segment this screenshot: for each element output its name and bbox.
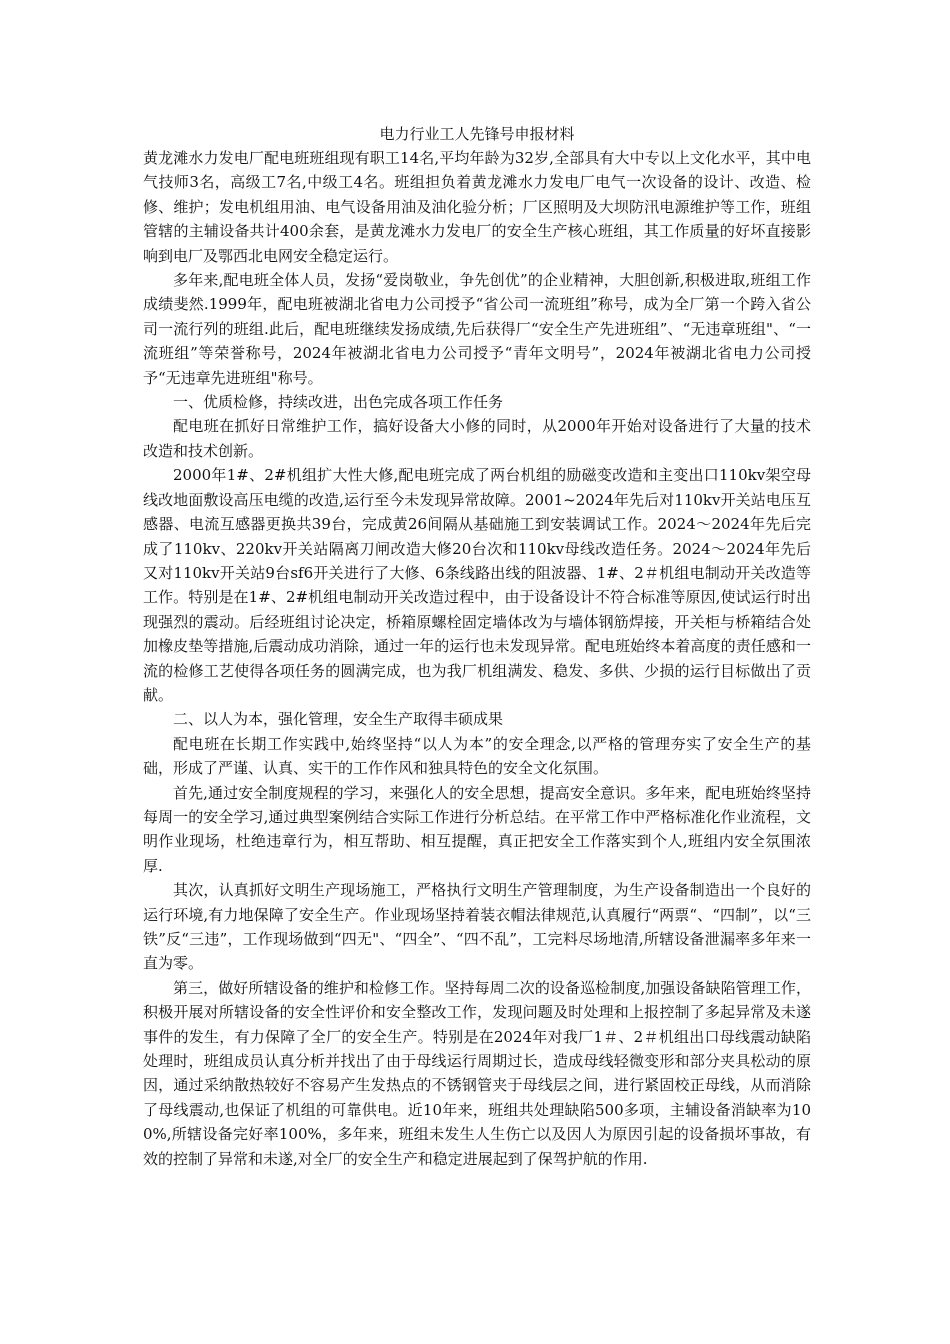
section-heading-1: 一、优质检修，持续改进，出色完成各项工作任务 (173, 393, 504, 412)
document-title: 电力行业工人先锋号申报材料 (379, 125, 575, 143)
document-page (143, 122, 811, 1171)
paragraph-tech-innovation: 配电班在抓好日常维护工作，搞好设备大小修的同时，从2000年开始对设备进行了大量的技术改造和技术创新。 (143, 417, 811, 460)
paragraph-safety-second: 其次，认真抓好文明生产现场施工，严格执行文明生产管理制度，为生产设备制造出一个良好的运行环境,有力地保障了安全生产。作业现场坚持着装衣帽法律规范,认真履行“两票“、“四制”，以“三铁”反“三违”，工作现场做到“四无"、“四全”、“四不乱”，工完料尽场地清,所辖设备泄漏率多年来一直为零。 (143, 881, 811, 973)
paragraph-safety-third: 第三，做好所辖设备的维护和检修工作。坚持每周二次的设备巡检制度,加强设备缺陷管理工作，积极开展对所辖设备的安全性评价和安全整改工作，发现问题及时处理和上报控制了多起异常及未遂事件的发生，有力保障了全厂的安全生产。特别是在2024年对我厂1＃、2＃机组出口母线震动缺陷处理时，班组成员认真分析并找出了由于母线运行周期过长，造成母线轻微变形和部分夹具松动的原因，通过采纳散热较好不容易产生发热点的不锈钢管夹于母线层之间，进行紧固校正母线，从而消除了母线震动,也保证了机组的可靠供电。近10年来，班组共处理缺陷500多项，主辅设备消缺率为100%,所辖设备完好率100%，多年来，班组未发生人生伤亡以及因人为原因引起的设备损坏事故，有效的控制了异常和未遂,对全厂的安全生产和稳定进展起到了保驾护航的作用. (143, 978, 811, 1168)
paragraph-safety-first: 首先,通过安全制度规程的学习，来强化人的安全思想，提高安全意识。多年来，配电班始终坚持每周一的安全学习,通过典型案例结合实际工作进行分析总结。在平常工作中严格标准化作业流程，文明作业现场，杜绝违章行为，相互帮助、相互提醒，真正把安全工作落实到个人,班组内安全氛围浓厚. (143, 783, 811, 875)
paragraph-intro: 黄龙滩水力发电厂配电班班组现有职工14名,平均年龄为32岁,全部具有大中专以上文化水平，其中电气技师3名，高级工7名,中级工4名。班组担负着黄龙滩水力发电厂电气一次设备的设计、改造、检修、维护；发电机组用油、电气设备用油及油化验分析；厂区照明及大坝防汛电源维护等工作，班组管辖的主辅设备共计400余套，是黄龙滩水力发电厂的安全生产核心班组，其工作质量的好坏直接影响到电厂及鄂西北电网安全稳定运行。 (143, 149, 811, 265)
paragraph-overhaul-details: 2000年1#、2#机组扩大性大修,配电班完成了两台机组的励磁变改造和主变出口110kv架空母线改地面敷设高压电缆的改造,运行至今未发现异常故障。2001~2024年先后对110kv开关站电压互感器、电流互感器更换共39台，完成黄26间隔从基础施工到安装调试工作。2024～2024年先后完成了110kv、220kv开关站隔离刀闸改造大修20台次和110kv母线改造任务。2024～2024年先后又对110kv开关站9台sf6开关进行了大修、6条线路出线的阻波器、1#、2＃机组电制动开关改造等工作。特别是在1#、2#机组电制动开关改造过程中，由于设备设计不符合标准等原因,使试运行时出现强烈的震动。后经班组讨论决定，桥箱原螺栓固定墙体改为与墙体钢筋焊接，开关柜与桥箱结合处加橡皮垫等措施,后震动成功消除，通过一年的运行也未发现异常。配电班始终本着高度的责任感和一流的检修工艺使得各项任务的圆满完成，也为我厂机组满发、稳发、多供、少损的运行目标做出了贡献。 (143, 466, 811, 704)
paragraph-honors: 多年来,配电班全体人员，发扬“爱岗敬业，争先创优”的企业精神，大胆创新,积极进取,班组工作成绩斐然.1999年，配电班被湖北省电力公司授予“省公司一流班组”称号，成为全厂第一个跨入省公司一流行列的班组.此后，配电班继续发扬成绩,先后获得厂“安全生产先进班组”、“无违章班组"、“一流班组”等荣誉称号，2024年被湖北省电力公司授予“青年文明号”，2024年被湖北省电力公司授予“无违章先进班组"称号。 (143, 271, 811, 387)
section-heading-2: 二、以人为本，强化管理，安全生产取得丰硕成果 (173, 710, 504, 729)
paragraph-safety-philosophy: 配电班在长期工作实践中,始终坚持“以人为本”的安全理念,以严格的管理夯实了安全生产的基础，形成了严谨、认真、实干的工作作风和独具特色的安全文化氛围。 (143, 734, 811, 778)
